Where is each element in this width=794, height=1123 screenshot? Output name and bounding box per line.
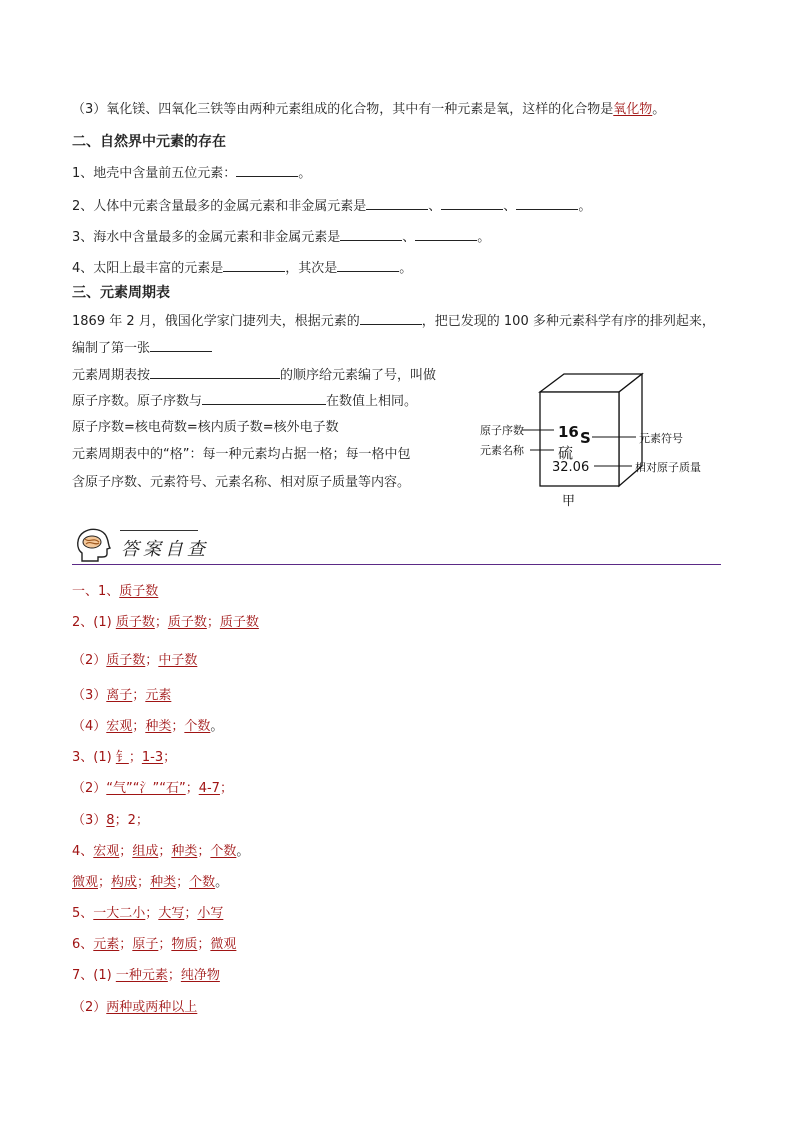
q4-blank-2 — [337, 259, 399, 272]
answer-2-1-b: 质子数 — [167, 615, 207, 630]
answer-2-4-c: 个数 — [184, 719, 211, 734]
q3-blank-2 — [415, 228, 477, 241]
sep: ； — [132, 688, 146, 703]
sep: ； — [145, 906, 159, 921]
section3-heading: 三、元素周期表 — [72, 285, 170, 301]
section2-q2 — [72, 197, 591, 216]
q1-suffix: 。 — [298, 166, 312, 181]
answer-7-2 — [72, 999, 197, 1017]
answer-2-4-suffix: 。 — [210, 719, 224, 734]
head-thinking-icon — [74, 525, 114, 565]
sep: ； — [128, 750, 142, 765]
answer-7-1-b: 纯净物 — [180, 968, 220, 983]
section3-p6: 元素周期表中的“格”：每一种元素均占据一格；每一格中包 — [72, 447, 411, 462]
answers-divider — [72, 564, 721, 565]
answer-5-a: 一大二小 — [93, 906, 146, 921]
answer-4b-c: 种类 — [150, 875, 177, 890]
answer-1 — [72, 583, 158, 601]
section2-q4 — [72, 259, 412, 278]
q3-suffix: 。 — [477, 230, 491, 245]
p1-blank — [360, 312, 422, 325]
answer-3-2 — [72, 780, 233, 798]
sep: ； — [219, 781, 233, 796]
p4-suffix: 在数值上相同。 — [326, 394, 418, 409]
answer-5-b: 大写 — [158, 906, 185, 921]
sep: ； — [119, 937, 133, 952]
section3-p1 — [72, 312, 715, 331]
q3-sep: 、 — [402, 230, 416, 245]
answer-3-2-prefix: （2） — [72, 781, 107, 796]
q4-mid: ，其次是 — [285, 261, 338, 276]
sep: ； — [154, 615, 168, 630]
sep: ； — [132, 719, 146, 734]
section3-p3 — [72, 366, 436, 385]
answer-2-3-b: 元素 — [145, 688, 172, 703]
answer-2-1-a: 质子数 — [115, 615, 155, 630]
sep: ； — [171, 719, 185, 734]
p3-suffix: 的顺序给元素编了号，叫做 — [280, 368, 437, 383]
sep: ； — [197, 937, 211, 952]
answer-6-b: 原子 — [132, 937, 159, 952]
answer-4b-d: 个数 — [189, 875, 216, 890]
answer-7-2-prefix: （2） — [72, 1000, 107, 1015]
item3-answer: 氧化物 — [613, 102, 653, 117]
answer-2-2 — [72, 652, 197, 670]
answer-4-d: 个数 — [210, 844, 237, 859]
p2-text: 编制了第一张 — [72, 341, 151, 356]
answers-title-overline — [120, 530, 198, 531]
answer-2-2-a: 质子数 — [106, 653, 146, 668]
answer-2-3 — [72, 687, 171, 705]
p2-blank — [150, 339, 212, 352]
sep: ； — [197, 844, 211, 859]
answer-2-3-prefix: （3） — [72, 688, 107, 703]
atomic-mass: 32.06 — [552, 460, 590, 475]
section1-item3 — [72, 101, 665, 119]
q2-blank-1 — [366, 197, 428, 210]
answer-4-a: 宏观 — [93, 844, 120, 859]
answer-3-3-prefix: （3） — [72, 813, 107, 828]
p3-text: 元素周期表按 — [72, 368, 151, 383]
sep: ； — [119, 844, 133, 859]
answer-4-2 — [72, 874, 228, 892]
answer-2-1 — [72, 614, 259, 632]
answer-7-2-a: 两种或两种以上 — [106, 1000, 198, 1015]
figure-caption: 甲 — [562, 494, 576, 509]
sep: ； — [167, 968, 181, 983]
answer-7-1 — [72, 967, 220, 985]
q2-blank-3 — [516, 197, 578, 210]
sep: ； — [145, 653, 159, 668]
answer-3-1-a: 钅 — [115, 750, 129, 765]
answer-4b-suffix: 。 — [215, 875, 229, 890]
answer-2-2-b: 中子数 — [158, 653, 198, 668]
sep: ； — [98, 875, 112, 890]
answer-3-3 — [72, 812, 149, 830]
label-element-name: 元素名称 — [480, 444, 524, 457]
answer-6 — [72, 936, 236, 954]
answer-3-3-b: 2 — [127, 813, 136, 828]
answer-5-c: 小写 — [197, 906, 224, 921]
sep: ； — [206, 615, 220, 630]
q3-text: 3、海水中含量最多的金属元素和非金属元素是 — [72, 230, 341, 245]
atomic-number: 16 — [558, 423, 579, 441]
p3-blank — [150, 366, 280, 379]
q1-blank — [236, 164, 298, 177]
q4-blank-1 — [223, 259, 285, 272]
answer-1-prefix: 一、1、 — [72, 584, 120, 599]
section3-p7: 含原子序数、元素符号、元素名称、相对原子质量等内容。 — [72, 475, 411, 490]
answer-2-4-b: 种类 — [145, 719, 172, 734]
section3-p4 — [72, 392, 417, 411]
answer-4-b: 组成 — [132, 844, 159, 859]
answer-3-2-b: 4-7 — [198, 781, 220, 796]
q1-text: 1、地壳中含量前五位元素： — [72, 166, 237, 181]
q2-blank-2 — [441, 197, 503, 210]
q2-sep-1: 、 — [428, 199, 442, 214]
q4-text: 4、太阳上最丰富的元素是 — [72, 261, 224, 276]
answer-7-1-prefix: 7、(1) — [72, 968, 116, 983]
sep: ； — [114, 813, 128, 828]
p1-suffix: ，把已发现的 100 多种元素科学有序的排列起来， — [421, 314, 715, 329]
answer-4b-a: 微观 — [72, 875, 99, 890]
answer-2-4 — [72, 718, 223, 736]
sep: ； — [163, 750, 177, 765]
p1-text: 1869 年 2 月，俄国化学家门捷列夫，根据元素的 — [72, 314, 360, 329]
q2-sep-2: 、 — [503, 199, 517, 214]
label-element-symbol: 元素符号 — [639, 432, 683, 445]
answer-5-prefix: 5、 — [72, 906, 94, 921]
answer-6-d: 微观 — [210, 937, 237, 952]
section2-q3 — [72, 228, 490, 247]
sep: ； — [158, 937, 172, 952]
q2-suffix: 。 — [578, 199, 592, 214]
element-cube-drawing — [474, 366, 724, 511]
element-name: 硫 — [558, 444, 574, 462]
p4-blank — [202, 392, 326, 405]
sep: ； — [185, 781, 199, 796]
sep: ； — [135, 813, 149, 828]
element-symbol: S — [580, 429, 591, 447]
sep: ； — [184, 906, 198, 921]
q2-text: 2、人体中元素含量最多的金属元素和非金属元素是 — [72, 199, 367, 214]
answer-4-prefix: 4、 — [72, 844, 94, 859]
answer-7-1-a: 一种元素 — [115, 968, 168, 983]
section3-p2 — [72, 339, 212, 358]
answer-2-1-prefix: 2、(1) — [72, 615, 116, 630]
answer-2-4-prefix: （4） — [72, 719, 107, 734]
answers-title: 答案自查 — [121, 539, 209, 560]
answer-4-1 — [72, 843, 249, 861]
label-atomic-mass: 相对原子质量 — [635, 461, 701, 474]
answer-6-a: 元素 — [93, 937, 120, 952]
answer-2-3-a: 离子 — [106, 688, 133, 703]
element-cell-figure — [474, 366, 724, 511]
answer-1-value: 质子数 — [119, 584, 159, 599]
label-atomic-number: 原子序数 — [480, 424, 524, 437]
section2-q1 — [72, 164, 311, 183]
answer-3-3-a: 8 — [106, 813, 115, 828]
p4-text: 原子序数。原子序数与 — [72, 394, 203, 409]
item3-suffix: 。 — [652, 102, 666, 117]
answer-4b-b: 构成 — [111, 875, 138, 890]
section2-heading: 二、自然界中元素的存在 — [72, 134, 226, 150]
sep: ； — [137, 875, 151, 890]
sep: ； — [158, 844, 172, 859]
answer-6-prefix: 6、 — [72, 937, 94, 952]
answer-3-1-b: 1-3 — [141, 750, 164, 765]
item3-text: （3）氧化镁、四氧化三铁等由两种元素组成的化合物，其中有一种元素是氧，这样的化合物是 — [72, 102, 614, 117]
answer-2-4-a: 宏观 — [106, 719, 133, 734]
answer-2-2-prefix: （2） — [72, 653, 107, 668]
answer-5 — [72, 905, 223, 923]
answer-4-suffix: 。 — [236, 844, 250, 859]
q3-blank-1 — [340, 228, 402, 241]
section3-p5: 原子序数=核电荷数=核内质子数=核外电子数 — [72, 420, 339, 435]
answer-6-c: 物质 — [171, 937, 198, 952]
q4-suffix: 。 — [399, 261, 413, 276]
answer-3-1 — [72, 749, 176, 767]
answer-3-2-a: “气”“氵”“石” — [106, 781, 186, 796]
answer-3-1-prefix: 3、(1) — [72, 750, 116, 765]
answer-2-1-c: 质子数 — [219, 615, 259, 630]
answer-4-c: 种类 — [171, 844, 198, 859]
sep: ； — [176, 875, 190, 890]
